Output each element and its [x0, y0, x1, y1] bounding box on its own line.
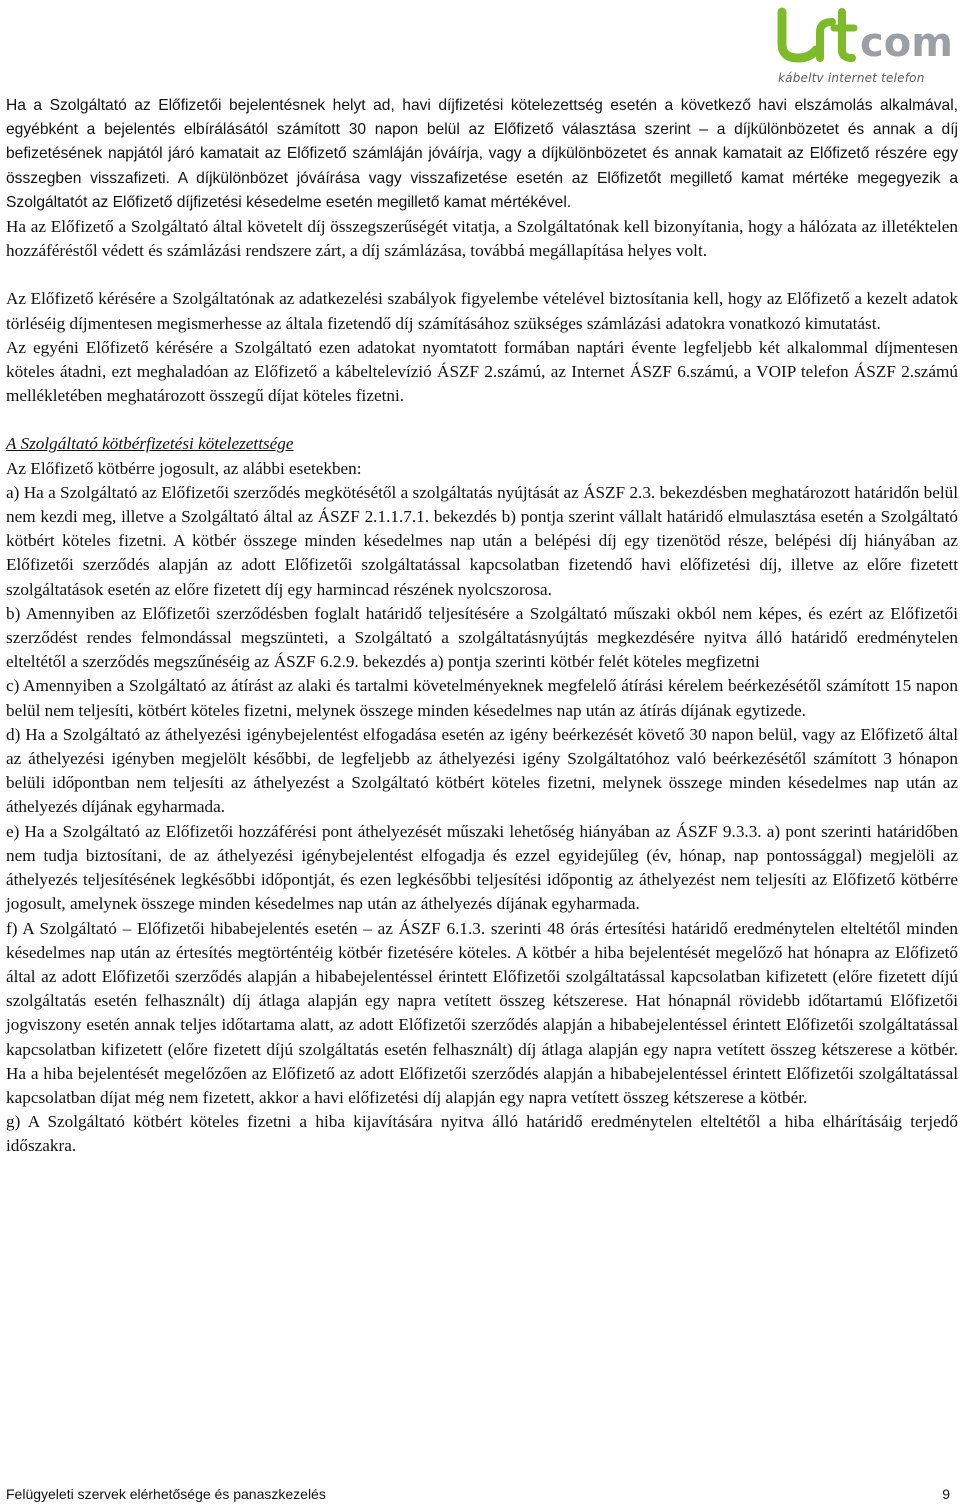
company-logo — [776, 6, 954, 86]
list-item-d: d) Ha a Szolgáltató az áthelyezési igénybejelentést elfogadása esetén az igény beérkezését követő 30 napon belül, vagy az Előfizető által az áthelyezési igényben megjelölt későbbi, de legfeljebb az áthelyezési igény Szolgáltatóhoz való beérkezésétől számított 3 hónapon belüli időpontban nem teljesíti az áthelyezést a Szolgáltató kötbért köteles fizetni, melynek összege minden késedelmes nap után az áthelyezés díjának egyharmada. — [6, 724, 958, 817]
paragraph-refund: Ha a Szolgáltató az Előfizetői bejelentésnek helyt ad, havi díjfizetési kötelezettség esetén a következő havi elszámolás alkalmával, egyébként a bejelentés elbírálásától számított 30 napon belül az Előfizető választása szerint – a díjkülönbözetet és annak a díj befizetésének napjától járó kamatait az Előfizető számláján jóváírja, vagy a díjkülönbözetet és annak kamatait az Előfizető részére egy összegben visszafizeti. A díjkülönbözet jóváírása vagy visszafizetése esetén az Előfizetőt megillető kamat mértéke megegyezik a Szolgáltatót az Előfizető díjfizetési késedelme esetén megillető kamat mértékével. — [6, 97, 958, 211]
document-body — [6, 94, 958, 1159]
list-item-c: c) Amennyiben a Szolgáltató az átírást az alaki és tartalmi követelményeknek megfelelő átírási kérelem beérkezésétől számított 15 napon belül nem teljesíti, kötbért köteles fizetni, melynek összege minden késedelmes nap után az átírás díjának egytizede. — [6, 676, 958, 720]
svg-text:com: com — [860, 20, 953, 66]
logo-tagline: kábeltv internet telefon — [778, 71, 925, 85]
page-footer — [6, 1486, 950, 1504]
list-item-e: e) Ha a Szolgáltató az Előfizetői hozzáférési pont áthelyezését műszaki lehetőség hiányában az ÁSZF 9.3.3. a) pont szerinti határidőben nem tudja biztosítani, de az áthelyezési igénybejelentést elfogadja és ezzel egyidejűleg (év, hónap, nap pontossággal) megjelöli az áthelyezés teljesítésének legkésőbbi időpontját, és ezen legkésőbbi teljesítési időpontig az áthelyezést nem teljesíti az Előfizető kötbérre jogosult, amelynek összege minden késedelmes nap után az áthelyezés díjának egyharmada. — [6, 821, 958, 914]
footer-section-title: Felügyeleti szervek elérhetősége és panaszkezelés — [6, 1486, 326, 1502]
list-item-b: b) Amennyiben az Előfizetői szerződésben foglalt határidő teljesítésére a Szolgáltató műszaki okból nem képes, és ezért az Előfizetői szerződést rendes felmondással megszünteti, a Szolgáltató a szolgáltatásnyújtás megkezdésére nyitva álló határidő eredménytelen elteltétől a szerződés megszűnéséig az ÁSZF 6.2.9. bekezdés a) pontja szerinti kötbér felét köteles megfizetni — [6, 603, 958, 672]
paragraph-printed-data: Az egyéni Előfizető kérésére a Szolgáltató ezen adatokat nyomtatott formában naptári évente legfeljebb két alkalommal díjmentesen köteles átadni, ezt meghaladóan az Előfizető a kábeltelevízió ÁSZF 2.számú, az Internet ÁSZF 6.számú, a VOIP telefon ÁSZF 2.számú mellékletében meghatározott összegű díjat köteles fizetni. — [6, 337, 958, 406]
page-number: 9 — [942, 1486, 950, 1502]
list-item-f: f) A Szolgáltató – Előfizetői hibabejelentés esetén – az ÁSZF 6.1.3. szerinti 48 órás értesítési határidő eredménytelen elteltétől minden késedelmes nap után az értesítés megtörténtéig kötbér fizetésére köteles. A kötbér a hiba bejelentését megelőző hat hónapra az Előfizető által az adott Előfizetői szerződés alapján a hibabejelentéssel érintett Előfizetői szolgáltatással kapcsolatban kifizetett (előre fizetett díjú szolgáltatás esetén felhasznált) díj átlaga alapján egy napra vetített összeg kétszerese. Hat hónapnál rövidebb időtartamú Előfizetői jogviszony esetén annak teljes időtartama alatt, az adott Előfizetői szerződés alapján a hibabejelentéssel érintett Előfizetői szolgáltatással kapcsolatban kifizetett (előre fizetett díjú szolgáltatás esetén felhasznált) díj átlaga alapján egy napra vetített összeg kétszerese a kötbér. Ha a hiba bejelentését megelőzően az Előfizető az adott Előfizetői szerződés alapján a hibabejelentéssel érintett Előfizetői szolgáltatással kapcsolatban díjat még nem fizetett, akkor a havi előfizetési díj alapján egy napra vetített összeg kétszerese a kötbér. — [6, 918, 958, 1107]
section-heading: A Szolgáltató kötbérfizetési kötelezettsége — [6, 434, 294, 454]
list-item-g: g) A Szolgáltató kötbért köteles fizetni a hiba kijavítására nyitva álló határidő eredménytelen elteltétől a hiba elhárításáig terjedő időszakra. — [6, 1112, 958, 1156]
logo-wordmark-graphic — [776, 6, 954, 70]
paragraph-billing-data: Az Előfizető kérésére a Szolgáltatónak az adatkezelési szabályok figyelembe vételével biztosítania kell, hogy az Előfizető a kezelt adatok törléséig díjmentesen megismerhesse az általa fizetendő díj számításához szükséges számlázási adatokra vonatkozó kimutatást. — [6, 289, 958, 333]
paragraph-disputed-fee: Ha az Előfizető a Szolgáltató által követelt díj összegszerűségét vitatja, a Szolgáltatónak kell bizonyítania, hogy a hálózata az illetéktelen hozzáféréstől védett és számlázási rendszere zárt, a díj számlázása, továbbá megállapítása helyes volt. — [6, 217, 958, 261]
list-item-a: a) Ha a Szolgáltató az Előfizetői szerződés megkötésétől a szolgáltatás nyújtását az ÁSZF 2.3. bekezdésben meghatározott határidőn belül nem kezdi meg, illetve a Szolgáltató által az ÁSZF 2.1.1.7.1. bekezdés b) pontja szerint vállalt határidő elmulasztása esetén a Szolgáltató kötbért köteles fizetni. A kötbér összege minden késedelmes nap után a belépési díj egy tizenötöd része, belépési díj hiányában az Előfizetői szerződés alapján az adott Előfizetői szolgáltatással kapcsolatban fizetendő havi előfizetési díj, illetve az előre fizetett szolgáltatások esetén az előre fizetett díj egy harmincad részének nyolcszorosa. — [6, 482, 958, 599]
list-intro: Az Előfizető kötbérre jogosult, az alábbi esetekben: — [6, 458, 362, 478]
paragraph-gap — [6, 408, 958, 432]
paragraph-gap — [6, 263, 958, 287]
